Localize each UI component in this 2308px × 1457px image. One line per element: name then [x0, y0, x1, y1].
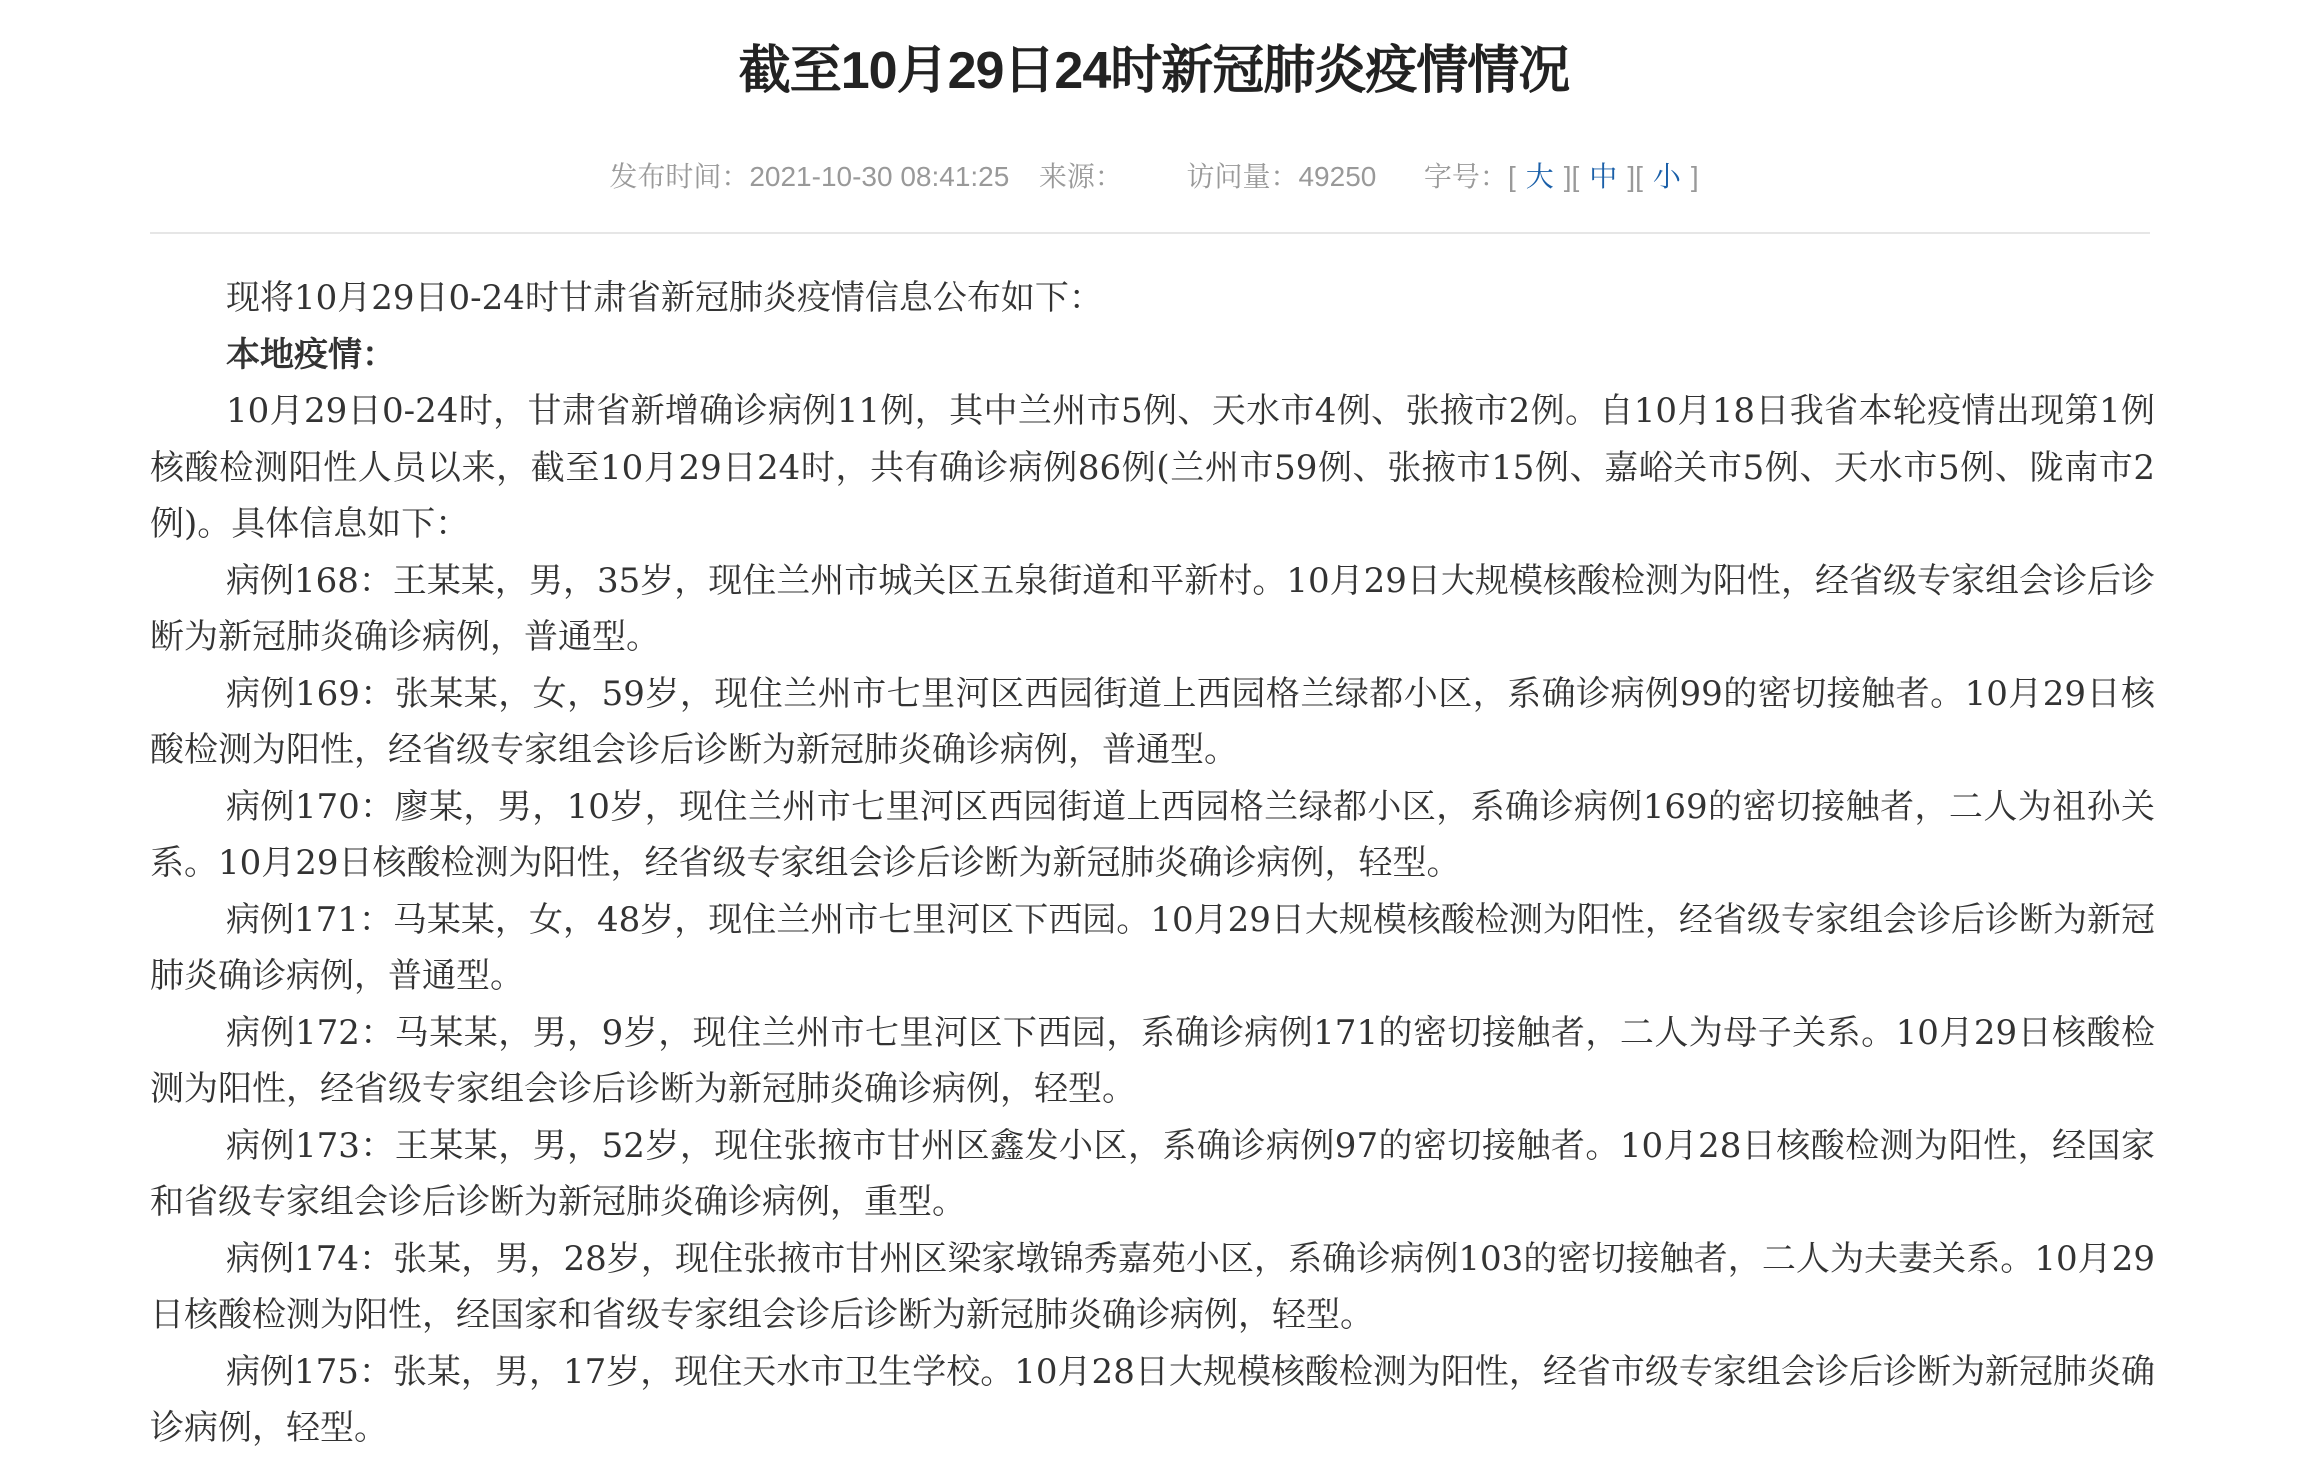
article-meta: 发布时间：2021-10-30 08:41:25 来源： 访问量：49250 字号：[ 大 ][ 中 ][ 小 ] — [0, 157, 2308, 197]
font-size-small-link[interactable]: 小 — [1652, 161, 1681, 192]
case-paragraph: 病例171：马某某，女，48岁，现住兰州市七里河区下西园。10月29日大规模核酸检测为阳性，经省级专家组会诊后诊断为新冠肺炎确诊病例，普通型。 — [150, 899, 2155, 996]
publish-time: 2021-10-30 08:41:25 — [749, 161, 1010, 192]
views-label: 访问量： — [1186, 161, 1299, 192]
meta-divider — [150, 232, 2150, 234]
article-body — [150, 270, 2155, 1457]
section-heading-local: 本地疫情： — [226, 334, 396, 375]
font-size-medium-link[interactable]: 中 — [1589, 161, 1618, 192]
summary-paragraph: 10月29日0-24时，甘肃省新增确诊病例11例，其中兰州市5例、天水市4例、张掖市2例。自10月18日我省本轮疫情出现第1例核酸检测阳性人员以来，截至10月29日24时，共有确诊病例86例(兰州市59例、张掖市15例、嘉峪关市5例、天水市5例、陇南市2例)。具体信息如下： — [150, 391, 2155, 544]
publish-label: 发布时间： — [609, 161, 750, 192]
article-title: 截至10月29日24时新冠肺炎疫情情况 — [738, 42, 1570, 100]
case-paragraph: 病例170：廖某，男，10岁，现住兰州市七里河区西园街道上西园格兰绿都小区，系确诊病例169的密切接触者，二人为祖孙关系。10月29日核酸检测为阳性，经省级专家组会诊后诊断为新冠肺炎确诊病例，轻型。 — [150, 786, 2155, 883]
source-label: 来源： — [1038, 161, 1123, 192]
case-paragraph: 病例172：马某某，男，9岁，现住兰州市七里河区下西园，系确诊病例171的密切接触者，二人为母子关系。10月29日核酸检测为阳性，经省级专家组会诊后诊断为新冠肺炎确诊病例，轻型。 — [150, 1012, 2155, 1109]
intro-paragraph: 现将10月29日0-24时甘肃省新冠肺炎疫情信息公布如下： — [226, 278, 1103, 318]
case-paragraph: 病例173：王某某，男，52岁，现住张掖市甘州区鑫发小区，系确诊病例97的密切接触者。10月28日核酸检测为阳性，经国家和省级专家组会诊后诊断为新冠肺炎确诊病例，重型。 — [150, 1125, 2155, 1222]
case-paragraph: 病例174：张某，男，28岁，现住张掖市甘州区梁家墩锦秀嘉苑小区，系确诊病例103的密切接触者，二人为夫妻关系。10月29日核酸检测为阳性，经国家和省级专家组会诊后诊断为新冠肺炎确诊病例，轻型。 — [150, 1238, 2155, 1335]
case-paragraph: 病例175：张某，男，17岁，现住天水市卫生学校。10月28日大规模核酸检测为阳性，经省市级专家组会诊后诊断为新冠肺炎确诊病例，轻型。 — [150, 1351, 2155, 1448]
font-size-label: 字号： — [1423, 161, 1508, 192]
case-paragraph: 病例169：张某某，女，59岁，现住兰州市七里河区西园街道上西园格兰绿都小区，系确诊病例99的密切接触者。10月29日核酸检测为阳性，经省级专家组会诊后诊断为新冠肺炎确诊病例，普通型。 — [150, 673, 2155, 770]
views-count: 49250 — [1298, 161, 1377, 192]
case-paragraph: 病例168：王某某，男，35岁，现住兰州市城关区五泉街道和平新村。10月29日大规模核酸检测为阳性，经省级专家组会诊后诊断为新冠肺炎确诊病例，普通型。 — [150, 560, 2155, 657]
font-size-large-link[interactable]: 大 — [1525, 161, 1554, 192]
